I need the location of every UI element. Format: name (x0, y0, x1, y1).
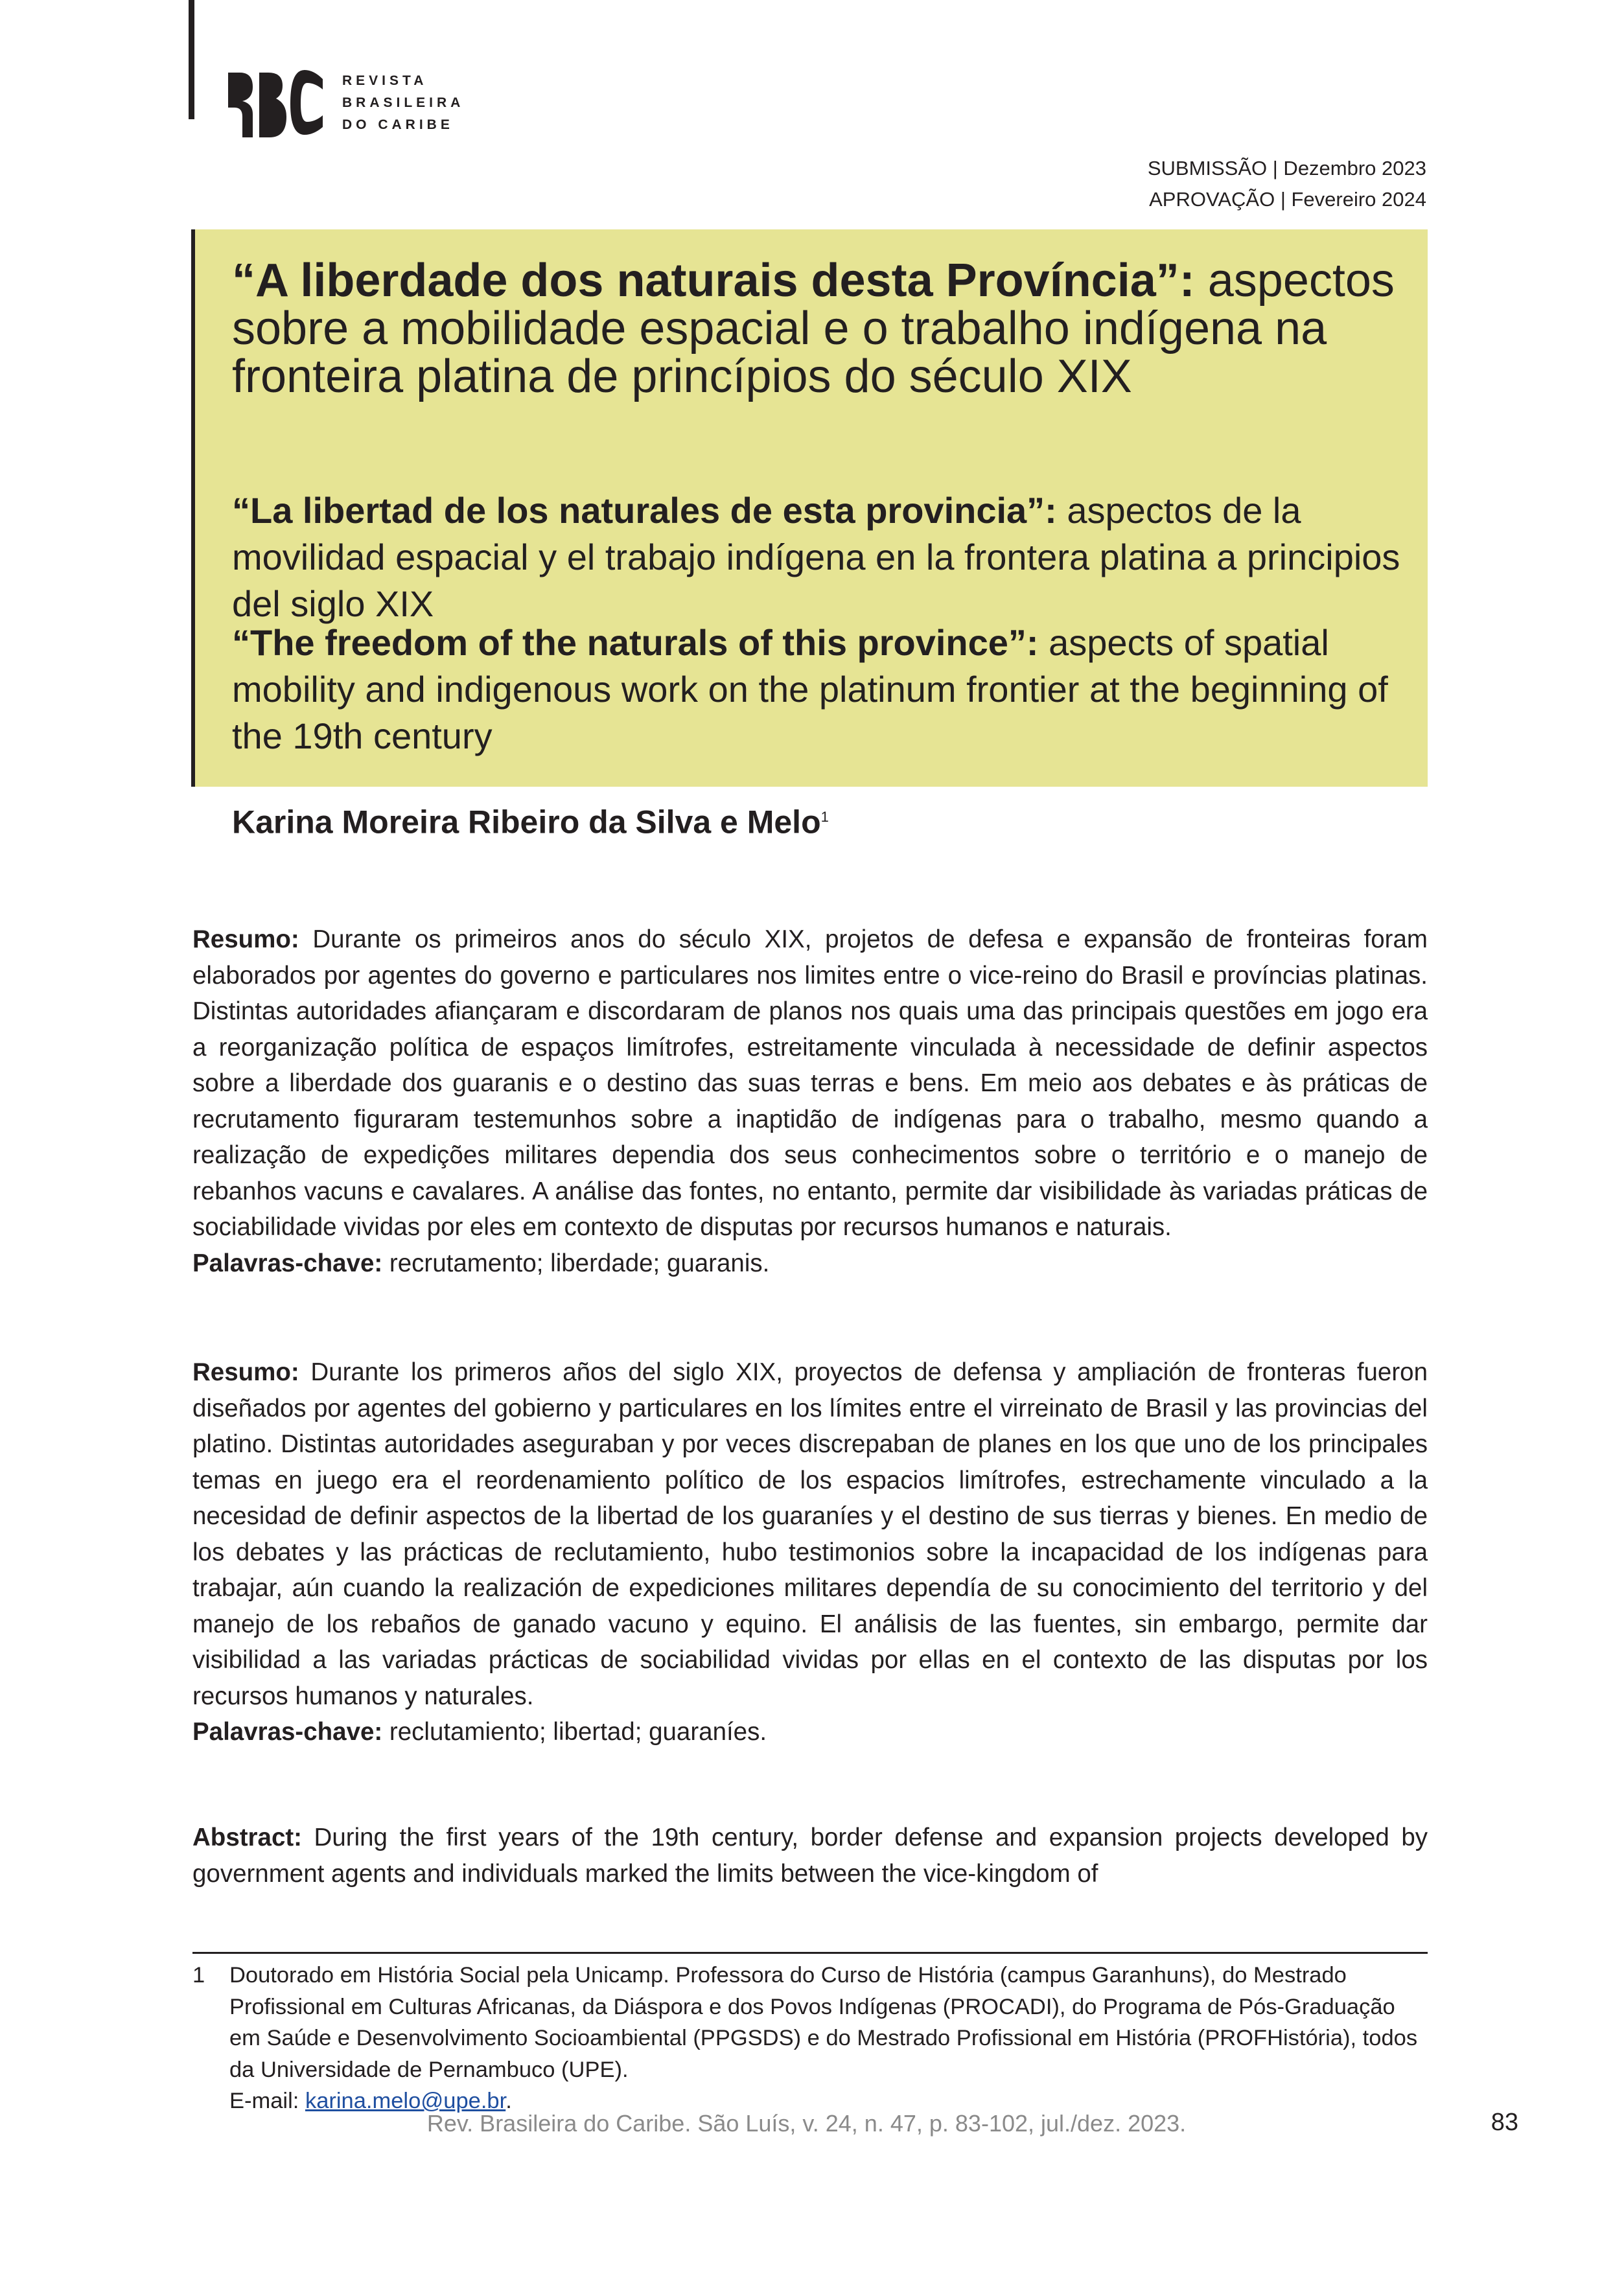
keywords-portuguese (192, 1246, 1428, 1282)
journal-name (342, 70, 464, 136)
journal-name-line-3: DO CARIBE (342, 117, 454, 132)
journal-logo (228, 67, 324, 137)
journal-name-line-1: REVISTA (342, 73, 428, 88)
keywords-pt-label: Palavras-chave: (192, 1249, 383, 1277)
submission-date: SUBMISSÃO | Dezembro 2023 (1147, 157, 1426, 180)
footnote (192, 1960, 1428, 2117)
title-en-bold: “The freedom of the naturals of this province”: (232, 622, 1039, 663)
approval-date: APROVAÇÃO | Fevereiro 2024 (1149, 188, 1426, 211)
title-spanish (232, 487, 1418, 627)
title-es-rest: aspectos de la movilidad espacial y el trabajo indígena en la frontera platina a principios del siglo XIX (232, 490, 1400, 624)
keywords-spanish (192, 1714, 1428, 1750)
abstract-es-text: Durante los primeros años del siglo XIX, proyectos de defensa y ampliación de fronteras fueron diseñados por agentes del gobierno y particulares en los límites entre el virreinato de Brasil y las provincias del platino. Distintas autoridades aseguraban y por veces discrepaban de planes en los que uno de los principales temas en juego era el reordenamiento político de los espacios limítrofes, estrechamente vinculado a la necesidad de definir aspectos de la libertad de los guaraníes y el destino de sus tierras y bienes. En medio de los debates y las prácticas de reclutamiento, hubo testimonios sobre la incapacidad de los indígenas para trabajar, aún cuando la realización de expediciones militares dependía de su conocimiento del territorio y del manejo de los rebaños de ganado vacuno y equino. El análisis de las fuentes, sin embargo, permite dar visibilidad a las variadas prácticas de sociabilidad vividas por ellas en el contexto de las disputas por los recursos humanos y naturales. (192, 1358, 1428, 1710)
journal-citation: Rev. Brasileira do Caribe. São Luís, v. 24, n. 47, p. 83-102, jul./dez. 2023. (426, 2110, 1187, 2137)
footnote-email-label: E-mail: (229, 2089, 305, 2114)
keywords-es-text: reclutamiento; libertad; guaraníes. (382, 1718, 767, 1746)
abstract-pt-label: Resumo: (192, 925, 299, 953)
footnote-text: Doutorado em História Social pela Unicamp. Professora do Curso de História (campus Garanhuns), do Mestrado Profissional em Culturas Africanas, da Diáspora e dos Povos Indígenas (PROCADI), do Programa de Pós-Graduação em Saúde e Desenvolvimento Socioambiental (PPGSDS) e do Mestrado Profissional em História (PROFHistória), todos da Universidade de Pernambuco (UPE). (229, 1963, 1418, 2082)
title-portuguese (232, 257, 1418, 400)
author-name (232, 796, 829, 843)
footnote-email-end: . (505, 2089, 512, 2114)
keywords-pt-text: recrutamento; liberdade; guaranis. (382, 1249, 770, 1277)
title-pt-bold: “A liberdade dos naturais desta Província”: (232, 255, 1195, 307)
abstract-en-label: Abstract: (192, 1824, 303, 1851)
title-en-rest: aspects of spatial mobility and indigenous work on the platinum frontier at the beginning of the 19th century (232, 622, 1388, 756)
title-es-bold: “La libertad de los naturales de esta provincia”: (232, 490, 1057, 531)
abstract-pt-text: Durante os primeiros anos do século XIX, projetos de defesa e expansão de fronteiras foram elaborados por agentes do governo e particulares nos limites entre o vice-reino do Brasil e províncias platinas. Distintas autoridades afiançaram e discordaram de planos nos quais uma das principais questões em jogo era a reorganização política de espaços limítrofes, estreitamente vinculada à necessidade de definir aspectos sobre a liberdade dos guaranis e o destino das suas terras e bens. Em meio aos debates e às práticas de recrutamento figuraram testemunhos sobre a inaptidão de indígenas para o trabalho, mesmo quando a realização de expedições militares dependia dos seus conhecimentos sobre o território e o manejo de rebanhos vacuns e cavalares. A análise das fontes, no entanto, permite dar visibilidade às variadas práticas de sociabilidade vividas por eles em contexto de disputas por recursos humanos e naturais. (192, 925, 1428, 1241)
author-footnote-marker[interactable]: 1 (820, 809, 829, 825)
author-name-text: Karina Moreira Ribeiro da Silva e Melo (232, 804, 821, 841)
footnote-body (229, 1960, 1428, 2117)
page-number: 83 (1491, 2109, 1518, 2136)
abstract-english (192, 1820, 1428, 1892)
footnote-number: 1 (192, 1963, 205, 1988)
title-pt-rest: aspectos sobre a mobilidade espacial e o trabalho indígena na fronteira platina de princípios do século XIX (232, 255, 1395, 402)
journal-name-line-2: BRASILEIRA (342, 95, 465, 110)
footnote-rule (192, 1952, 1428, 1954)
submission-dates (1148, 153, 1426, 215)
abstract-portuguese (192, 922, 1428, 1281)
header-rule (189, 0, 194, 119)
title-english (232, 620, 1418, 760)
abstract-en-text: During the first years of the 19th century, border defense and expansion projects developed by government agents and individuals marked the limits between the vice-kingdom of (192, 1824, 1428, 1888)
title-box-rule (191, 229, 195, 787)
keywords-es-label: Palavras-chave: (192, 1718, 383, 1746)
author-email-link[interactable]: karina.melo@upe.br (305, 2089, 506, 2114)
abstract-es-label: Resumo: (192, 1358, 299, 1386)
abstract-spanish (192, 1354, 1428, 1750)
